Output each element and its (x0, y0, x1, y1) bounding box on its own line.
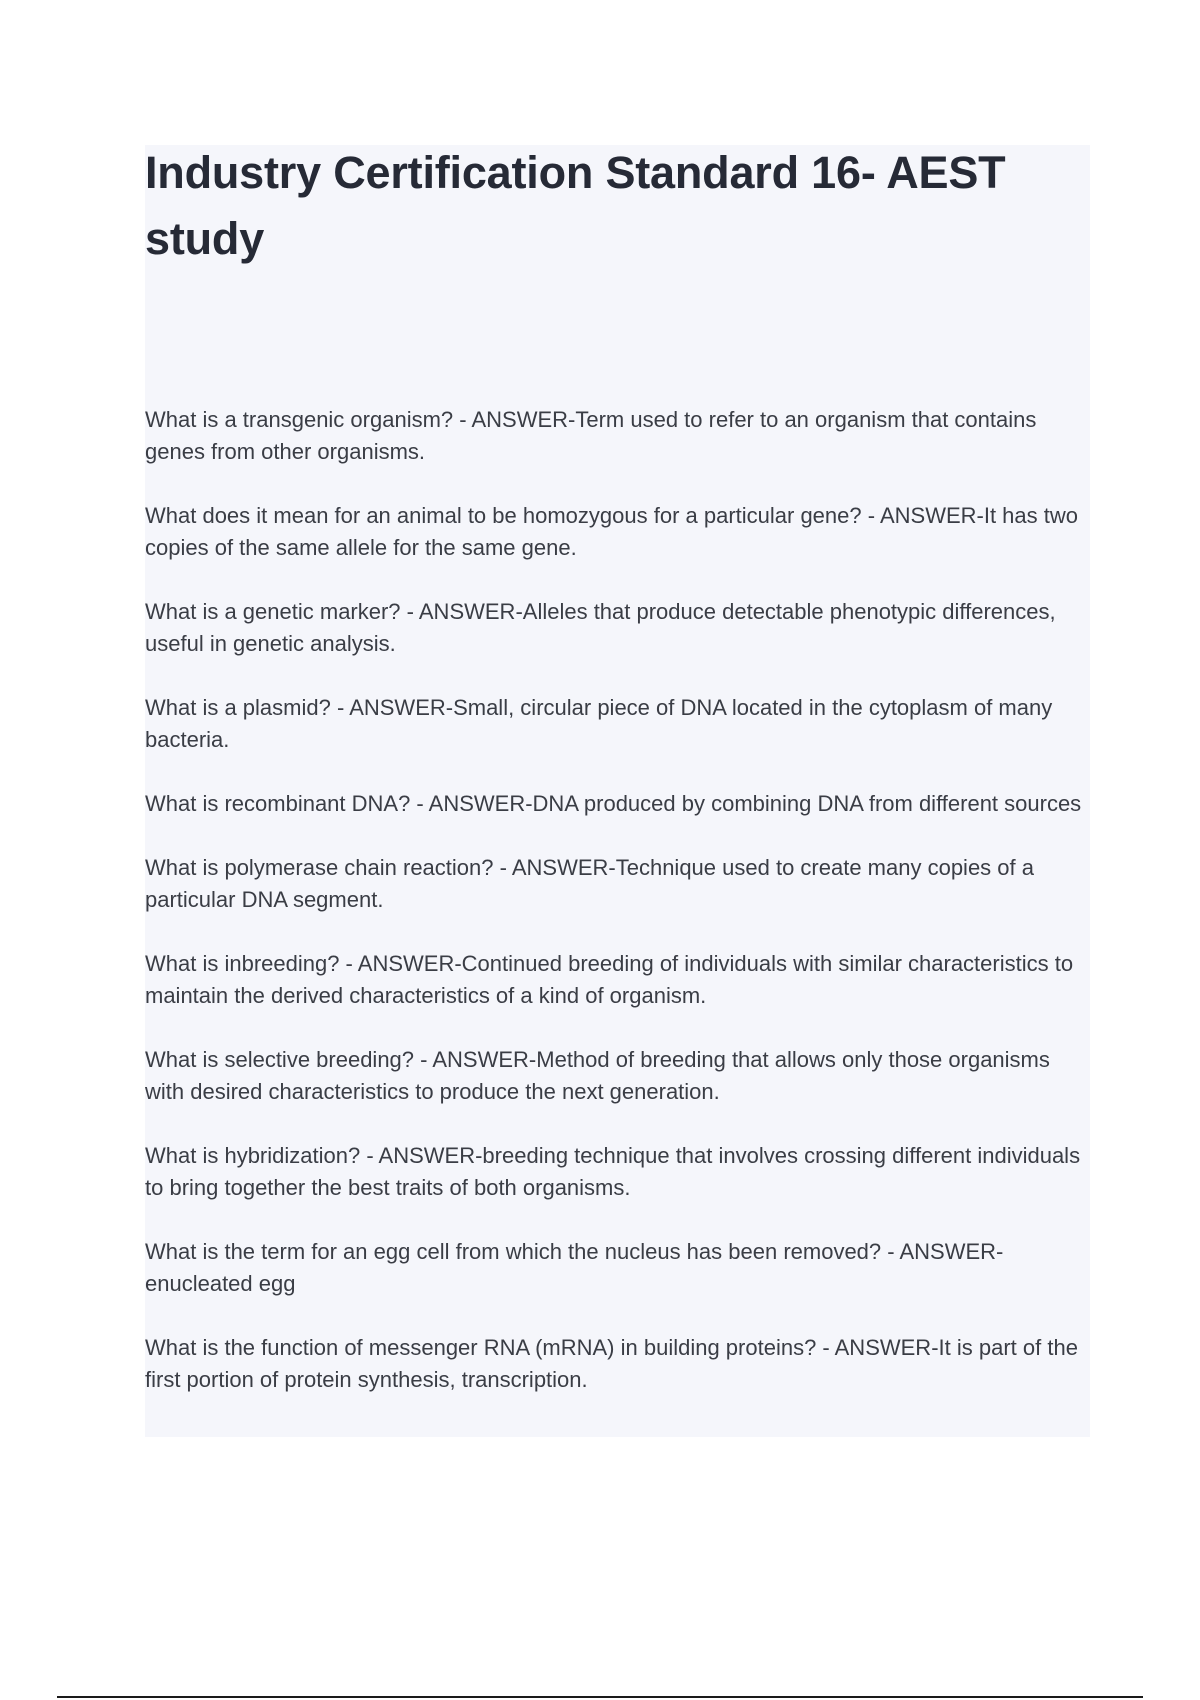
qa-entry: What is a genetic marker? - ANSWER-Alleles that produce detectable phenotypic differences, useful in genetic analysis. (145, 599, 1056, 656)
qa-entry: What is the function of messenger RNA (mRNA) in building proteins? - ANSWER-It is part of the first portion of protein synthesis, transcription. (145, 1335, 1078, 1392)
qa-entry: What is recombinant DNA? - ANSWER-DNA produced by combining DNA from different sources (145, 791, 1082, 816)
qa-entry: What is a plasmid? - ANSWER-Small, circular piece of DNA located in the cytoplasm of many bacteria. (145, 695, 1053, 752)
qa-entry: What is inbreeding? - ANSWER-Continued breeding of individuals with similar characteristics to maintain the derived characteristics of a kind of organism. (145, 951, 1074, 1008)
qa-entry: What is hybridization? - ANSWER-breeding technique that involves crossing different individuals to bring together the best traits of both organisms. (145, 1143, 1081, 1200)
qa-entry: What is selective breeding? - ANSWER-Method of breeding that allows only those organisms with desired characteristics to produce the next generation. (145, 1047, 1050, 1104)
document-title: Industry Certification Standard 16- AEST study (145, 147, 1006, 264)
qa-entry: What is the term for an egg cell from which the nucleus has been removed? - ANSWER-enucleated egg (145, 1239, 1004, 1296)
qa-entry: What does it mean for an animal to be homozygous for a particular gene? - ANSWER-It has two copies of the same allele for the same gene. (145, 503, 1079, 560)
footer-divider (57, 1696, 1143, 1698)
qa-entry: What is a transgenic organism? - ANSWER-Term used to refer to an organism that contains genes from other organisms. (145, 407, 1037, 464)
qa-list (145, 404, 1093, 1396)
qa-entry: What is polymerase chain reaction? - ANSWER-Technique used to create many copies of a particular DNA segment. (145, 855, 1034, 912)
